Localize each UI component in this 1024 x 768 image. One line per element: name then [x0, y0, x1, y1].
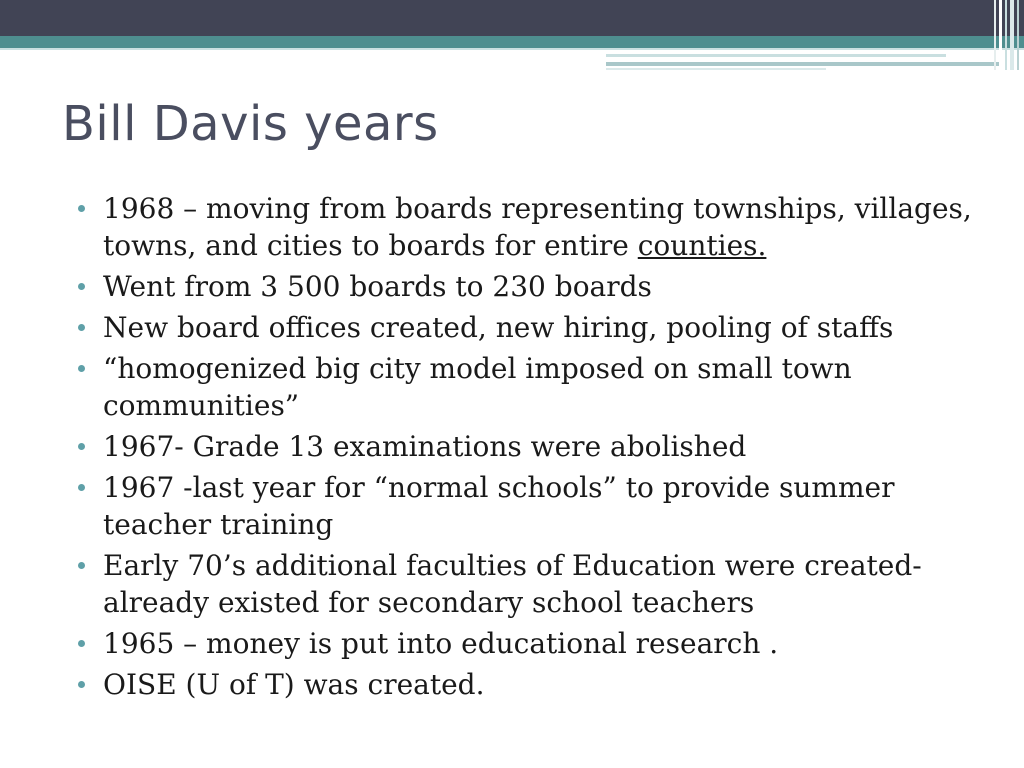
bullet-item	[78, 350, 978, 424]
bullet-item	[78, 666, 978, 703]
bullet-dot-icon	[78, 324, 85, 331]
decor-rule	[606, 54, 946, 57]
bullet-text: “homogenized big city model imposed on small town communities”	[103, 352, 852, 422]
bullet-text: 1965 – money is put into educational research .	[103, 627, 779, 660]
bullet-item	[78, 309, 978, 346]
bullet-item	[78, 268, 978, 305]
bullet-text: 1968 – moving from boards representing townships, villages, towns, and cities to boards for entire	[103, 192, 972, 262]
bullet-dot-icon	[78, 484, 85, 491]
bullet-item	[78, 469, 978, 543]
decor-rule	[606, 62, 1000, 66]
bullet-dot-icon	[78, 681, 85, 688]
bullet-item	[78, 428, 978, 465]
bullet-dot-icon	[78, 205, 85, 212]
bullet-text: 1967- Grade 13 examinations were abolished	[103, 430, 747, 463]
corner-stripes	[994, 0, 1024, 70]
bullet-dot-icon	[78, 562, 85, 569]
header-pale-band	[0, 48, 1024, 50]
bullet-list	[78, 190, 978, 707]
bullet-dot-icon	[78, 283, 85, 290]
bullet-item	[78, 190, 978, 264]
bullet-text: Early 70’s additional faculties of Education were created- already existed for secondary school teachers	[103, 549, 922, 619]
header-dark-band	[0, 0, 1024, 36]
bullet-dot-icon	[78, 640, 85, 647]
bullet-text: OISE (U of T) was created.	[103, 668, 485, 701]
slide-title: Bill Davis years	[62, 96, 439, 152]
bullet-item	[78, 547, 978, 621]
bullet-dot-icon	[78, 365, 85, 372]
bullet-text: New board offices created, new hiring, pooling of staffs	[103, 311, 894, 344]
bullet-item	[78, 625, 978, 662]
header-teal-band	[0, 36, 1024, 48]
bullet-text: 1967 -last year for “normal schools” to provide summer teacher training	[103, 471, 895, 541]
bullet-dot-icon	[78, 443, 85, 450]
bullet-text: Went from 3 500 boards to 230 boards	[103, 270, 652, 303]
bullet-underlined-text: counties.	[637, 229, 767, 262]
decor-rule	[606, 68, 826, 70]
